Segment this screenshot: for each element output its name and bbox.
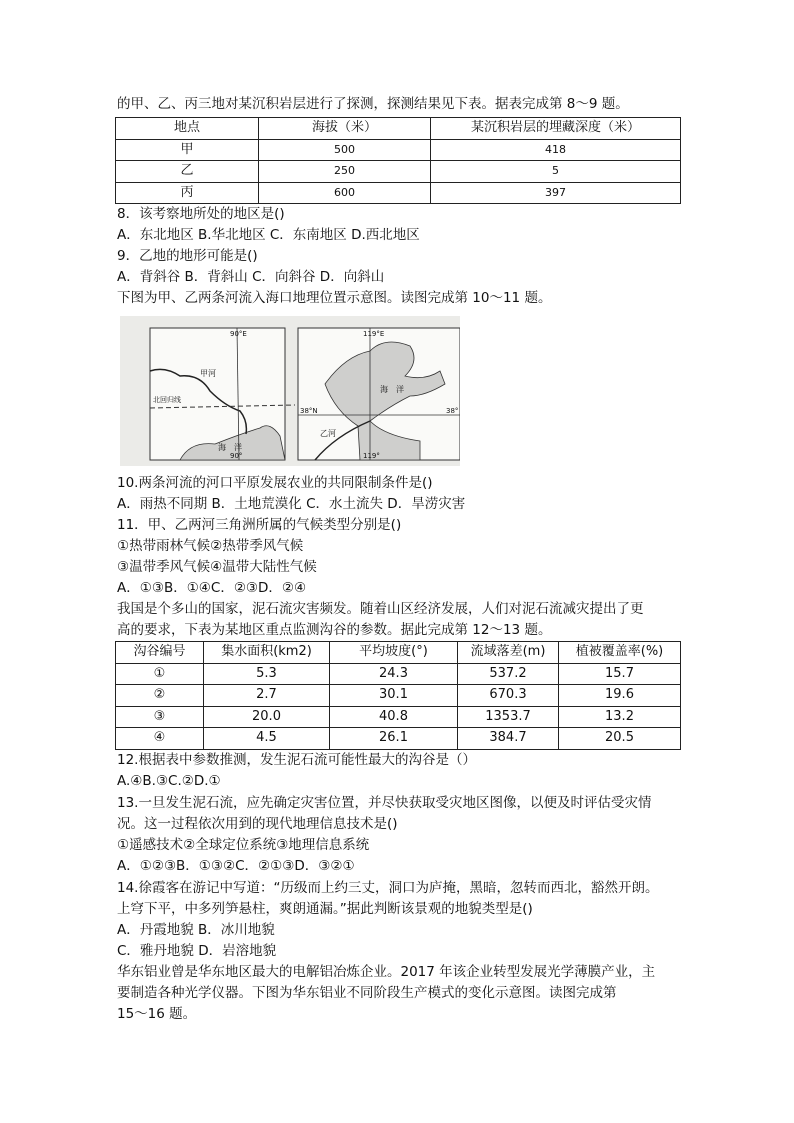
intro-text: 的甲、乙、丙三地对某沉积岩层进行了探测，探测结果见下表。据表完成第 8～9 题。 (117, 96, 629, 112)
question-12-options: A.④B.③C.②D.① (117, 773, 221, 789)
gully-parameter-table (115, 641, 681, 750)
table-row (116, 728, 681, 750)
cell: 384.7 (458, 728, 559, 750)
cell: ④ (116, 728, 204, 750)
river-label: 乙河 (320, 429, 336, 438)
table-row (116, 139, 681, 161)
cell: 670.3 (458, 685, 559, 707)
header-cell: 流域落差(m) (458, 642, 559, 664)
latitude-label: 38° (446, 407, 459, 415)
table-row (116, 663, 681, 685)
longitude-label: 119° (363, 452, 380, 460)
question-14: 上穹下平，中多列笋悬柱，爽朗通漏。”据此判断该景观的地貌类型是() (117, 901, 533, 917)
question-14-options: A．丹霞地貌 B．冰川地貌 (117, 922, 275, 938)
longitude-label: 90° (230, 452, 243, 460)
intro-text: 我国是个多山的国家，泥石流灾害频发。随着山区经济发展，人们对泥石流减灾提出了更 (117, 601, 644, 617)
header-cell: 地点 (116, 118, 259, 140)
sea-label: 海 洋 (380, 385, 404, 394)
cell: 19.6 (559, 685, 681, 707)
cell: 250 (259, 161, 431, 183)
table-header-row (116, 118, 681, 140)
question-9: 9．乙地的地形可能是() (117, 248, 258, 264)
rock-depth-table (115, 117, 681, 204)
river-label: 甲河 (200, 369, 216, 378)
cell: 600 (259, 182, 431, 204)
cell: 甲 (116, 139, 259, 161)
cell: 24.3 (330, 663, 458, 685)
question-9-options: A．背斜谷 B．背斜山 C．向斜谷 D．向斜山 (117, 269, 385, 285)
cell: 1353.7 (458, 706, 559, 728)
intro-text: 高的要求，下表为某地区重点监测沟谷的参数。据此完成第 12～13 题。 (117, 622, 552, 638)
map-graphic (120, 316, 460, 466)
header-cell: 集水面积(km2) (204, 642, 330, 664)
cell: 丙 (116, 182, 259, 204)
header-cell: 平均坡度(°) (330, 642, 458, 664)
cell: 乙 (116, 161, 259, 183)
question-13: 况。这一过程依次用到的现代地理信息技术是() (117, 816, 398, 832)
header-cell: 海拔（米） (259, 118, 431, 140)
table-row (116, 685, 681, 707)
cell: 26.1 (330, 728, 458, 750)
latitude-label: 38°N (300, 407, 318, 415)
cell: 397 (431, 182, 681, 204)
question-14-options: C．雅丹地貌 D．岩溶地貌 (117, 943, 277, 959)
question-13-items: ①遥感技术②全球定位系统③地理信息系统 (117, 837, 370, 853)
question-11-options: A．①③B．①④C．②③D．②④ (117, 580, 307, 596)
cell: 418 (431, 139, 681, 161)
table-row (116, 161, 681, 183)
intro-text: 15～16 题。 (117, 1006, 197, 1022)
question-8-options: A．东北地区 B.华北地区 C．东南地区 D.西北地区 (117, 227, 420, 243)
cell: ③ (116, 706, 204, 728)
header-cell: 植被覆盖率(%) (559, 642, 681, 664)
cell: 40.8 (330, 706, 458, 728)
header-cell: 沟谷编号 (116, 642, 204, 664)
tropic-label: 北回归线 (153, 396, 181, 404)
question-11-items: ③温带季风气候④温带大陆性气候 (117, 559, 317, 575)
table-row (116, 706, 681, 728)
question-12: 12.根据表中参数推测，发生泥石流可能性最大的沟谷是（） (117, 752, 476, 768)
cell: 2.7 (204, 685, 330, 707)
table-row (116, 182, 681, 204)
cell: 20.0 (204, 706, 330, 728)
question-14: 14.徐霞客在游记中写道：“历级而上约三丈，洞口为庐掩，黑暗，忽转而西北，豁然开朗。 (117, 880, 659, 896)
table-header-row (116, 642, 681, 664)
question-10: 10.两条河流的河口平原发展农业的共同限制条件是() (117, 475, 433, 491)
cell: 500 (259, 139, 431, 161)
intro-text: 华东铝业曾是华东地区最大的电解铝冶炼企业。2017 年该企业转型发展光学薄膜产业，主 (117, 964, 656, 980)
intro-text: 要制造各种光学仪器。下图为华东铝业不同阶段生产模式的变化示意图。读图完成第 (117, 985, 617, 1001)
question-13-options: A．①②③B．①③②C．②①③D．③②① (117, 858, 355, 874)
cell: 537.2 (458, 663, 559, 685)
cell: 13.2 (559, 706, 681, 728)
question-11: 11．甲、乙两河三角洲所属的气候类型分别是() (117, 517, 402, 533)
cell: ② (116, 685, 204, 707)
longitude-label: 119°E (363, 330, 385, 338)
cell: 4.5 (204, 728, 330, 750)
question-11-items: ①热带雨林气候②热带季风气候 (117, 538, 304, 554)
intro-text: 下图为甲、乙两条河流入海口地理位置示意图。读图完成第 10～11 题。 (117, 290, 552, 306)
cell: 30.1 (330, 685, 458, 707)
cell: 5.3 (204, 663, 330, 685)
sea-label: 海 洋 (218, 443, 242, 452)
cell: ① (116, 663, 204, 685)
question-13: 13.一旦发生泥石流，应先确定灾害位置，并尽快获取受灾地区图像，以便及时评估受灾情 (117, 795, 652, 811)
question-8: 8．该考察地所处的地区是() (117, 206, 285, 222)
header-cell: 某沉积岩层的埋藏深度（米） (431, 118, 681, 140)
cell: 15.7 (559, 663, 681, 685)
river-mouth-map (120, 316, 460, 466)
cell: 20.5 (559, 728, 681, 750)
cell: 5 (431, 161, 681, 183)
longitude-label: 90°E (230, 330, 247, 338)
question-10-options: A．雨热不同期 B．土地荒漠化 C．水土流失 D．旱涝灾害 (117, 496, 466, 512)
